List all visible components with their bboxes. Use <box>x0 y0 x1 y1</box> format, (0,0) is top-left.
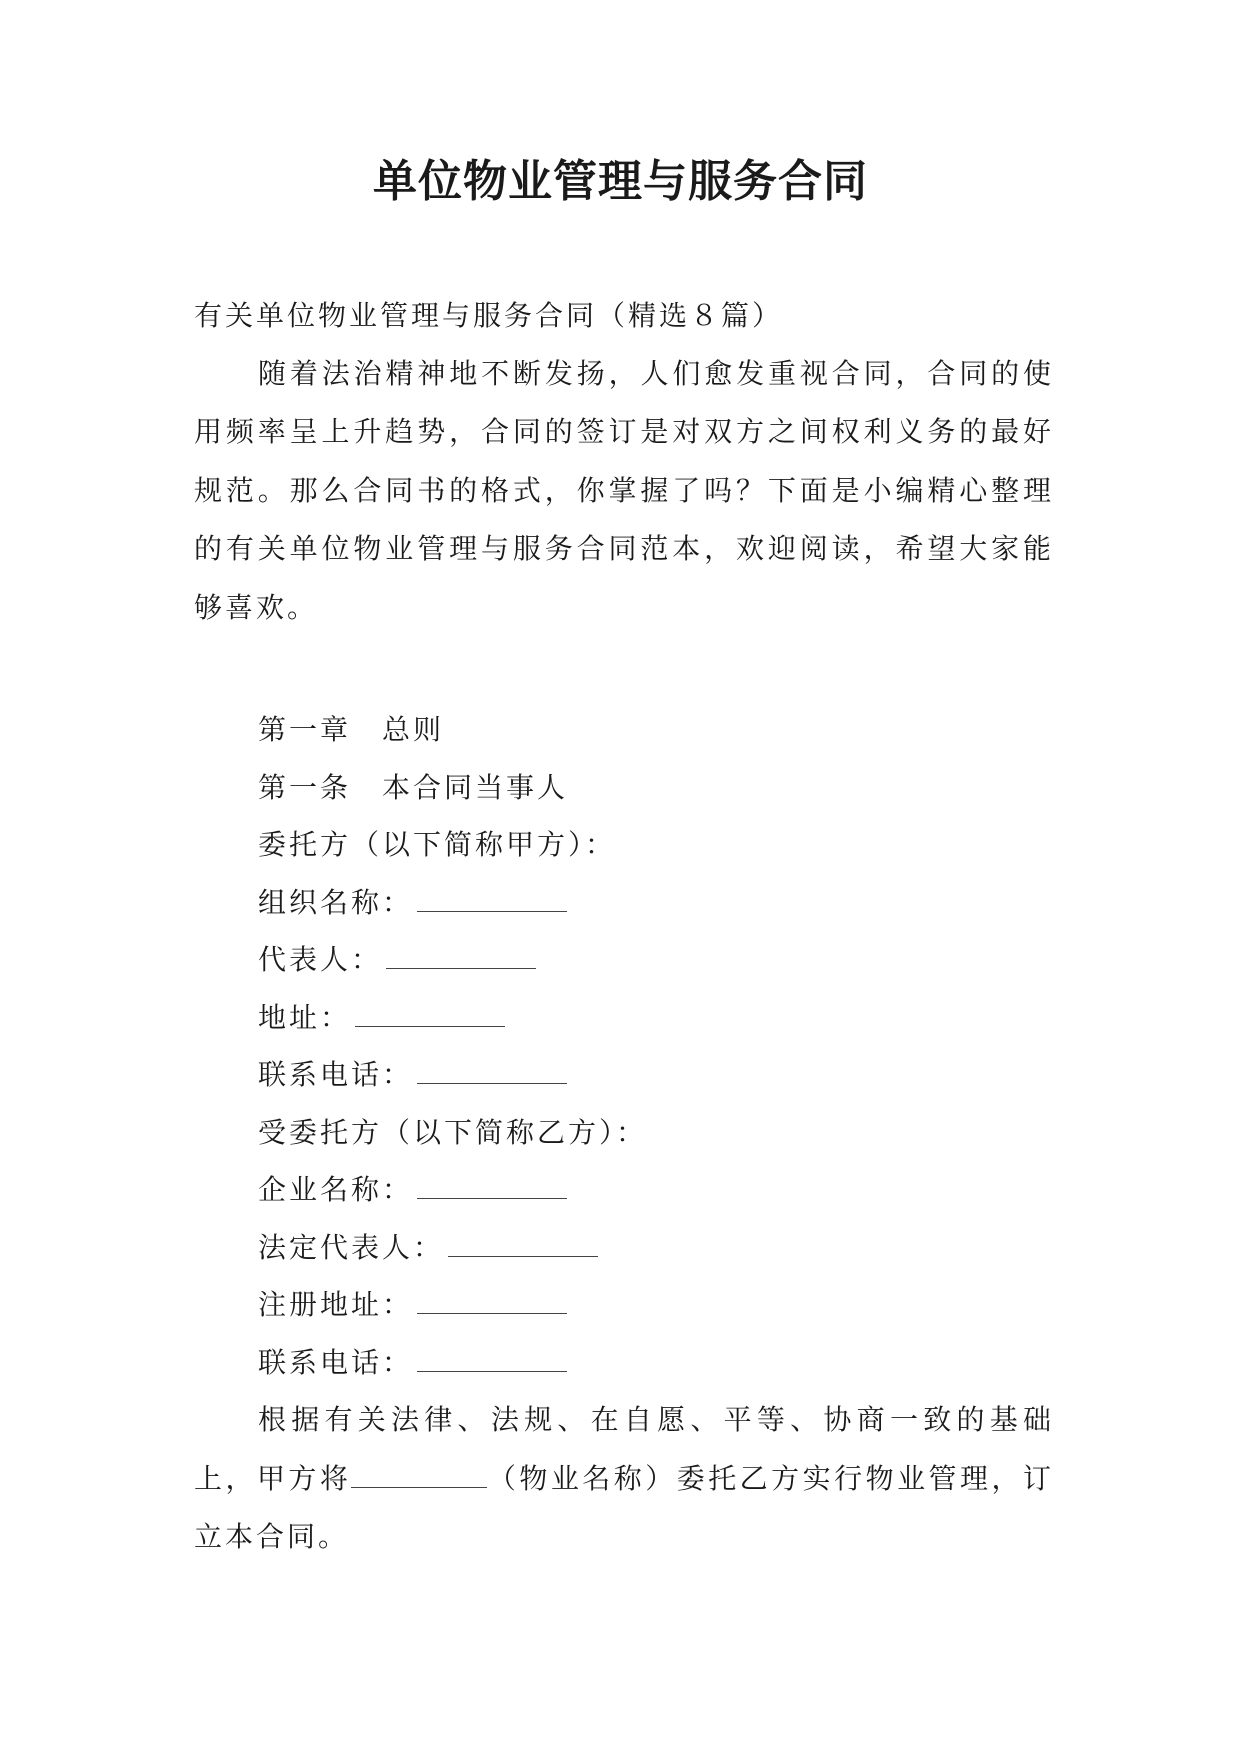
document-body <box>194 287 1054 1567</box>
representative-blank[interactable] <box>386 936 536 969</box>
party-a-phone-blank[interactable] <box>417 1051 567 1084</box>
chapter-heading: 第一章 总则 <box>258 713 445 746</box>
legal-rep-blank[interactable] <box>448 1224 598 1257</box>
party-a-heading: 委托方（以下简称甲方）： <box>258 828 617 861</box>
document-title: 单位物业管理与服务合同 <box>373 156 868 207</box>
party-a-address-row <box>194 989 1054 1047</box>
paragraph-gap <box>194 637 1054 701</box>
closing-text-end: （物业名称）委托乙方实行物业管理，订立本合同。 <box>194 1461 1054 1553</box>
reg-address-blank[interactable] <box>417 1281 567 1314</box>
party-a-phone-row <box>194 1046 1054 1104</box>
party-b-phone-row <box>194 1334 1054 1392</box>
party-b-heading: 受委托方（以下简称乙方）： <box>258 1115 648 1149</box>
closing-paragraph <box>194 1391 1054 1567</box>
reg-address-label: 注册地址： <box>258 1288 414 1321</box>
representative-label: 代表人： <box>258 943 383 976</box>
party-b-phone-blank[interactable] <box>417 1339 567 1372</box>
legal-rep-label: 法定代表人： <box>258 1230 445 1264</box>
party-a-phone-label: 联系电话： <box>258 1058 414 1091</box>
address-label: 地址： <box>258 1000 352 1034</box>
company-name-label: 企业名称： <box>258 1173 414 1206</box>
party-a-org-name-row <box>194 874 1054 932</box>
intro-paragraph: 随着法治精神地不断发扬，人们愈发重视合同，合同的使用频率呈上升趋势，合同的签订是对双方之间权利义务的最好规范。那么合同书的格式，你掌握了吗？下面是小编精心整理的有关单位物业管理与服务合同范本，欢迎阅读，希望大家能够喜欢。 <box>194 356 1054 624</box>
document-subtitle: 有关单位物业管理与服务合同（精选８篇） <box>194 299 784 332</box>
property-name-blank[interactable] <box>351 1455 487 1488</box>
org-name-blank[interactable] <box>417 879 567 912</box>
party-a-representative-row <box>194 931 1054 989</box>
article-heading: 第一条 本合同当事人 <box>258 770 569 804</box>
party-b-company-name-row <box>194 1161 1054 1219</box>
company-name-blank[interactable] <box>417 1166 567 1199</box>
address-blank[interactable] <box>355 994 505 1027</box>
closing-text-start: 根据有关法律、法规、在自愿、平等、协商一致的基础上，甲方将 <box>194 1403 1054 1495</box>
org-name-label: 组织名称： <box>258 885 414 919</box>
party-b-phone-label: 联系电话： <box>258 1345 414 1379</box>
party-b-legal-rep-row <box>194 1219 1054 1277</box>
party-b-reg-address-row <box>194 1276 1054 1334</box>
